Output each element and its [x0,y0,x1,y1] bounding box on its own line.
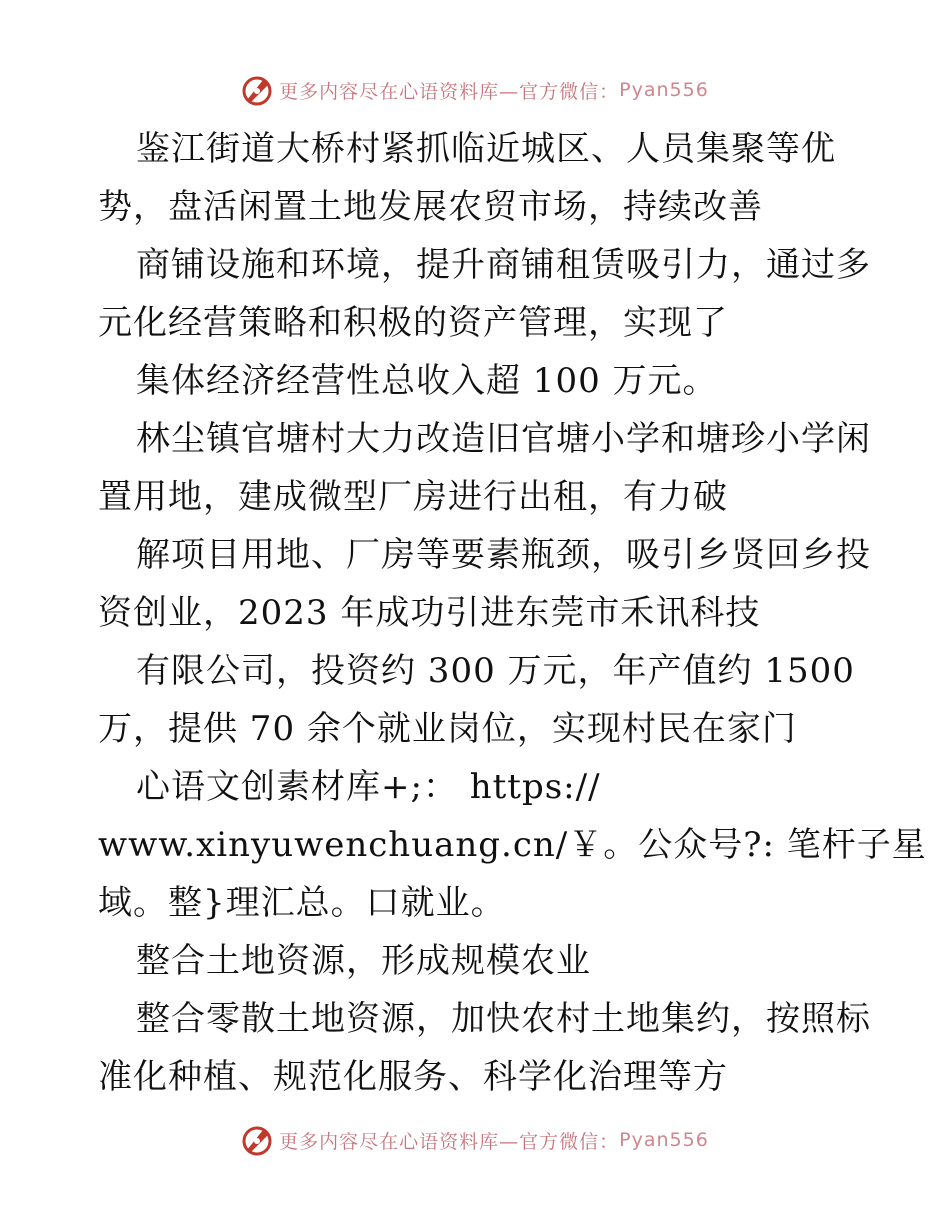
text-line: 置用地，建成微型厂房进行出租，有力破 [98,477,728,517]
pen-nib-logo-icon [241,1124,273,1156]
text-line: 准化种植、规范化服务、科学化治理等方 [98,1057,728,1097]
header-banner [0,72,950,108]
text-line: 商铺设施和环境，提升商铺租赁吸引力，通过多 [136,245,871,285]
text-line: 元化经营策略和积极的资产管理，实现了 [98,303,728,343]
text-line: 势，盘活闲置土地发展农贸市场，持续改善 [98,187,763,227]
body-text [98,120,927,1106]
text-line: 林尘镇官塘村大力改造旧官塘小学和塘珍小学闲 [136,419,871,459]
text-line: www.xinyuwenchuang.cn/￥。公众号?: 笔杆子星 [98,825,927,865]
text-line: 万，提供 70 余个就业岗位，实现村民在家门 [98,709,797,749]
text-line: 整合零散土地资源，加快农村土地集约，按照标 [136,999,871,1039]
footer-banner [0,1122,950,1158]
text-line: 解项目用地、厂房等要素瓶颈，吸引乡贤回乡投 [136,535,871,575]
footer-banner-text: 更多内容尽在心语资料库—官方微信： [279,1130,620,1153]
header-banner-text: 更多内容尽在心语资料库—官方微信： [279,80,620,103]
text-line: 资创业，2023 年成功引进东莞市禾讯科技 [98,593,761,633]
text-line: 域。整}理汇总。口就业。 [98,883,506,923]
pen-nib-logo-icon [241,74,273,106]
text-line: 心语文创素材库+;： https:// [136,767,601,807]
text-line: 集体经济经营性总收入超 100 万元。 [136,361,718,401]
text-line: 鉴江街道大桥村紧抓临近城区、人员集聚等优 [136,129,836,169]
text-line: 有限公司，投资约 300 万元，年产值约 1500 [136,651,855,691]
text-line: 整合土地资源，形成规模农业 [136,941,591,981]
header-banner-account: Pyan556 [619,79,709,101]
footer-banner-account: Pyan556 [619,1129,709,1151]
